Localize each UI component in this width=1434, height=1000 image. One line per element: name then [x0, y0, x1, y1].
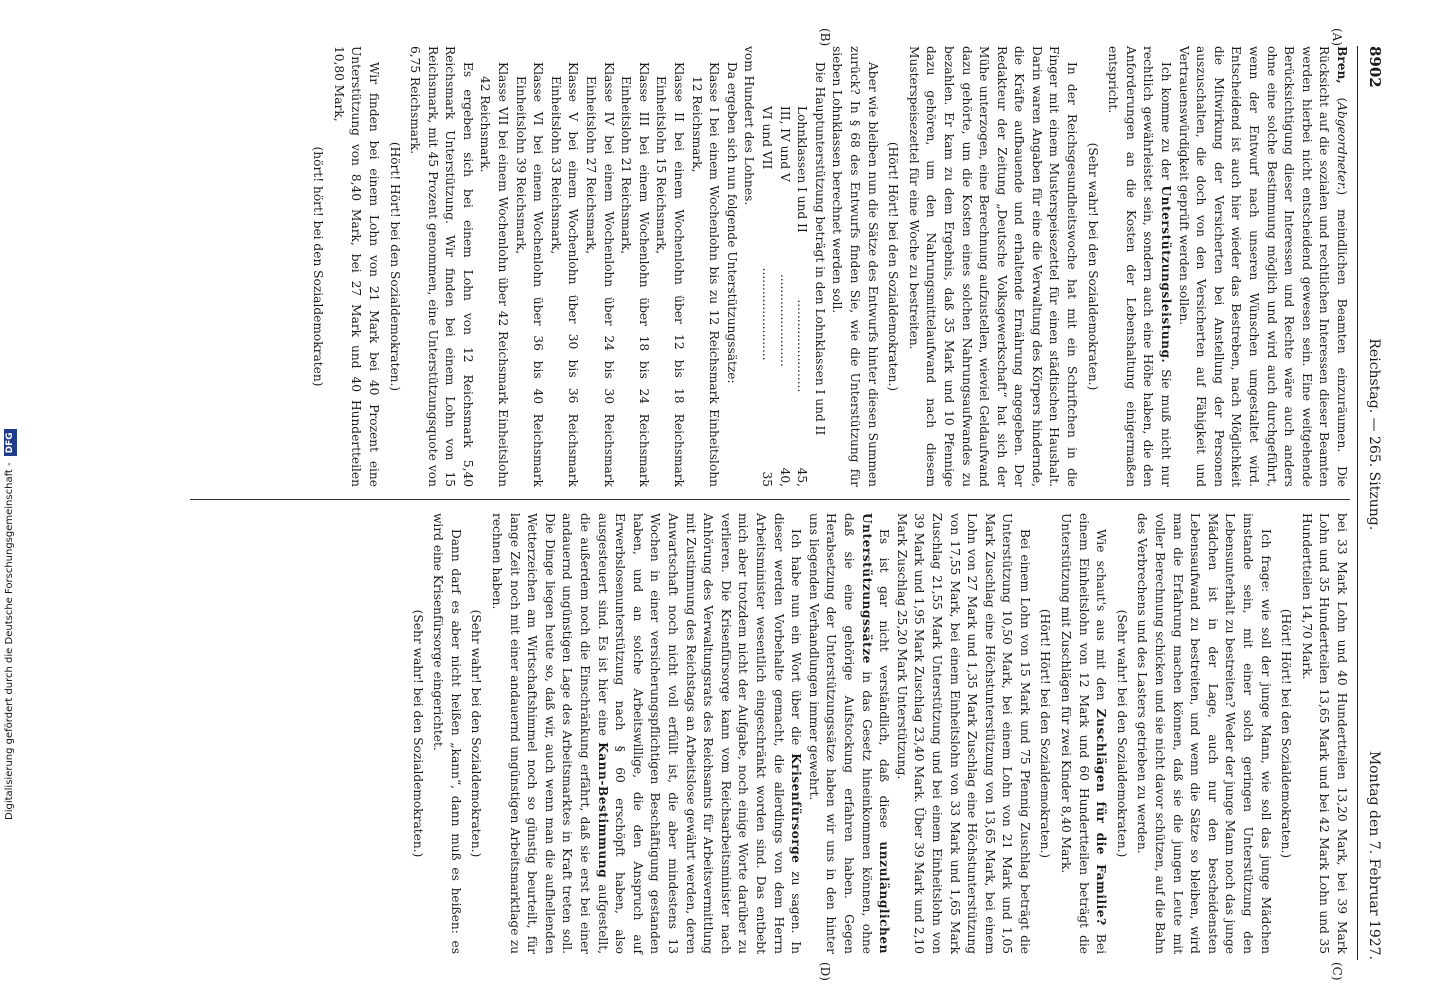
paragraph-text: Sie muß nicht nur rechtlich gewährleistet sein, sondern auch eine Höhe haben, die den Anforderungen an die Kosten der Lebenshaltung einigermaßen entspricht. — [1106, 46, 1174, 487]
rate-value: 45, — [795, 467, 810, 487]
right-column — [405, 513, 1350, 954]
rate-label: Lohnklassen I und II — [795, 106, 810, 233]
paragraph-text: Ich habe nun ein Wort über die — [789, 529, 804, 754]
paragraph: Bren, (Abgeordneter.) meindlichen Beamten einzuräumen. Die Rücksicht auf die sozialen und rechtlichen Interessen dieser Beamten werden hierbei nicht entscheidend gewesen sein. Eine weitgehende Berücksichtigung dieser Interessen und Rechte wäre auch anders ohne eine solche Bestimmung möglich und wird auch durchgeführt, wenn der Entwurf nach unseren Wünschen umgestaltet wird. Entscheidend ist auch hier wieder das Bestreben, nach Möglichkeit die Mitwirkung der Versicherten bei Anstellung der Personen auszuschalten, die doch von den Versicherten auf Fähigkeit und Vertrauenswürdigkeit geprüft werden sollen. — [1176, 46, 1349, 487]
rate-value: 40, — [777, 467, 792, 487]
rate-row — [793, 46, 811, 487]
class-item: Klasse III bei einem Wochenlohn über 18 bis 24 Reichsmark Einheitslohn 21 Reichsmark, — [619, 62, 651, 487]
rate-value: 35 — [760, 471, 774, 487]
class-item: Klasse II bei einem Wochenlohn über 12 bis 18 Reichsmark Einheitslohn 15 Reichsmark, — [654, 62, 687, 487]
interjection: (Hört! Hört! bei den Sozialdemokraten.) — [387, 141, 402, 392]
paragraph: Die Hauptunterstützung beträgt in den Lohnklassen I und II — [812, 62, 827, 436]
paragraph: bei 33 Mark Lohn und 40 Hundertteilen 13,20 Mark, bei 39 Mark Lohn und 35 Hundertteilen 13,65 Mark und bei 42 Mark Lohn und 35 Hundertteilen 14,70 Mark. — [1299, 513, 1349, 954]
paragraph-text: Wie schaut's aus mit den — [1094, 529, 1109, 709]
rate-dots: ........................ — [795, 299, 810, 393]
paragraph: Ich frage: wie soll der junge Mann, wie soll das junge Mädchen imstande sein, mit einer solch geringen Unterstützung den Lebensunterhalt zu bestreiten? Weder der junge Mann noch das junge Mädchen ist in der Lage, auch nur den bescheidensten Lebensaufwand zu bestreiten, und wenn die Sätze so bleiben, wird man die Erfahrung machen können, daß sie die jungen Leute mit voller Berechnung schicken und sie nicht davor schützen, auf die Bahn des Verbrechens und des Lasters getrieben zu werden. — [1135, 513, 1273, 954]
paragraph: Aber wie bleiben nun die Sätze des Entwurfs hinter diesen Summen zurück? In § 68 des Entwurfs finden Sie, wie die Unterstützung für sieben Lohnklassen berechnet werden soll. — [830, 46, 880, 487]
emphasis-text: unzulänglichen Unterstützungssätze — [859, 513, 892, 954]
rate-label: III, IV und V — [777, 106, 792, 182]
paragraph: Es ergeben sich bei einem Lohn von 12 Reichsmark 5,40 Reichsmark Unterstützung. Wir finden bei einem Lohn von 15 Reichsmark, mit 45 Prozent genommen, eine Unterstützungsquote von 6,75 Reichsmark. — [408, 46, 475, 487]
paragraph-text: meindlichen Beamten einzuräumen. Die Rücksicht auf die sozialen und rechtlichen Interessen dieser Beamten werden hierbei nicht entscheidend gewesen sein. Eine weitgehende Berücksichtigung dieser Interessen und Rechte wäre auch anders ohne eine solche Bestimmung möglich und wird auch durchgeführt, wenn der Entwurf nach unseren Wünschen umgestaltet wird. Entscheidend ist auch hier wieder das Bestreben, nach Möglichkeit die Mitwirkung der Versicherten bei Anstellung der Personen auszuschalten, die doch von den Versicherten auf Fähigkeit und Vertrauenswürdigkeit geprüft werden sollen. — [1176, 46, 1349, 487]
paragraph: In der Reichsgesundheitswoche hat mit ein Schriftchen in die Finger mit einem Musterspeisezettel für einen städtischen Haushalt. Darin waren Angaben für eine die Verwaltung des Körpers hindernde, die Kräfte aufbauende und erhaltende Ernährung angegeben. Der Redakteur der Zeitung „Deutsche Volksgewerkschaft“ hat sich der Mühe unterzogen, eine Berechnung aufzustellen, wieviel Geldaufwand dazu gehörte, um die Kosten eines solchen Nahrungsaufwandes zu bezahlen. Er kam zu dem Ergebnis, daß 35 Mark und 10 Pfennige dazu gehören, um den Nahrungsmittelaufwand nach diesem Musterspeisezettel für eine Woche zu bestreiten. — [906, 46, 1080, 487]
margin-marker-b: (B) — [818, 28, 832, 47]
paragraph — [488, 513, 805, 954]
speaker-role: Abgeordneter. — [1335, 102, 1349, 191]
paragraph — [1104, 46, 1174, 487]
rate-dots: ........................ — [760, 267, 774, 361]
paragraph-text: aufgestellt, die außerdem noch die Einschränkung erfährt, daß sie erst bei einer andauernd ungünstigen Lage des Arbeitsmarktes in Kraft treten soll. Die Dinge liegen heute so, daß wir, auch wenn man die aufhellenden Wetterzeichen am Wirtschaftshimmel noch so günstig beurteilt, für lange Zeit noch mit einer andauernd ungünstigen Arbeitsmarktlage zu rechnen haben. — [490, 513, 610, 954]
emphasis-text: Kann-Bestimmung — [595, 742, 610, 879]
class-item: Klasse VII bei einem Wochenlohn über 42 Reichsmark Einheitslohn 42 Reichsmark. — [478, 62, 511, 487]
interjection: (Sehr wahr! bei den Sozialdemokraten.) — [1085, 142, 1100, 391]
paragraph-text: Ich komme zu der — [1159, 62, 1174, 186]
interjection: (Sehr wahr! bei den Sozialdemokraten.) — [1114, 609, 1129, 858]
paragraph: vom Hundert des Lohnes. — [742, 46, 757, 206]
paragraph: Bei einem Lohn von 15 Mark und 75 Pfennig Zuschlag beträgt die Unterstützung 10,50 Mark, bei einem Lohn von 21 Mark und 1,05 Mark Zuschlag eine Höchstunterstützung von 13,65 Mark, bei einem Lohn von 27 Mark und 1,35 Mark Zuschlag eine Höchstunterstützung von 17,55 Mark, bei einem Einheitslohn von 33 Mark und 1,65 Mark Zuschlag 21,55 Mark Unterstützung und bei einem Einheitslohn von 39 Mark und 1,95 Mark Zuschlag 23,40 Mark. Über 39 Mark und 2,10 Mark Zuschlag 25,20 Mark Unterstützung. — [894, 513, 1032, 954]
speaker-name: Bren, — [1335, 46, 1349, 84]
header-date: Montag den 7. Februar 1927. — [1366, 750, 1382, 960]
document-page — [122, 20, 1392, 980]
side-imprint — [0, 0, 20, 1000]
rate-row — [775, 46, 793, 487]
class-item: Klasse VI bei einem Wochenlohn über 36 bis 40 Reichsmark Einheitslohn 39 Reichsmark, — [513, 62, 546, 487]
rate-dots: ........................ — [777, 273, 792, 367]
margin-marker-c: (C) — [1330, 962, 1344, 981]
margin-marker-d: (D) — [818, 962, 832, 981]
side-imprint-text: Digitalisierung gefördert durch die Deutsche Forschungsgemeinschaft - — [4, 462, 15, 820]
paragraph-text: Es ist gar nicht verständlich, daß diese — [877, 529, 892, 842]
page-number: 8902 — [1366, 46, 1384, 88]
class-item: Klasse IV bei einem Wochenlohn über 24 bis 30 Reichsmark Einheitslohn 27 Reichsmark, — [584, 62, 616, 487]
paragraph — [804, 513, 892, 954]
interjection: (Sehr wahr! bei den Sozialdemokraten.) — [469, 609, 484, 858]
paragraph-text: Bei einem Einheitslohn von 12 Mark und 60 Hundertteilen beträgt die Unterstützung mit Zuschlägen für zwei Kinder 8,40 Mark. — [1059, 513, 1109, 954]
interjection: (Hört! Hört! bei den Sozialdemokraten.) — [1038, 608, 1053, 859]
paragraph: Da ergeben sich nun folgende Unterstützungssätze: — [724, 62, 739, 384]
paragraph: Dann darf es aber nicht heißen „kann“, dann muß es heißen: es wird eine Krisenfürsorge eingerichtet. — [431, 513, 463, 954]
paragraph — [1057, 513, 1110, 954]
column-divider — [190, 499, 1350, 500]
side-imprint-text-wrap — [2, 180, 18, 820]
emphasis-text: Zuschlägen für die Familie? — [1094, 708, 1109, 926]
page-header — [1357, 46, 1384, 960]
paragraph-text: in das Gesetz hineinkommen können, ohne daß sie eine gehörige Aufstockung erfahren haben. Gegen Herabsetzung der Unterstützungssätze haben wir uns in den hinter uns liegenden Verhandlungen immer gewehrt. — [806, 513, 874, 954]
rate-label: VI und VII — [760, 106, 774, 170]
left-column — [306, 46, 1350, 487]
rate-row — [757, 46, 775, 487]
class-item: Klasse V bei einem Wochenlohn über 30 bis 36 Reichsmark Einheitslohn 33 Reichsmark, — [548, 62, 581, 487]
interjection: (Hört! Hört! bei den Sozialdemokraten.) — [886, 141, 901, 392]
dfg-logo-icon: DFG — [4, 429, 17, 456]
interjection: (hört! hört! bei den Sozialdemokraten) — [311, 146, 326, 387]
paragraph: Wir finden bei einem Lohn von 21 Mark bei 40 Prozent eine Unterstützung von 8,40 Mark, bei 27 Mark und 40 Hundertteilen 10,80 Mark, — [331, 46, 381, 487]
paragraph-text: zu sagen. In dieser werden Vorbehalte gemacht, die allerdings von dem Herrn Arbeitsminister wesentlich eingeschränkt worden sind. Das entbebt mich aber trotzdem nicht der Aufgabe, noch einige Worte darüber zu verlieren. Die Krisenfürsorge kann vom Reichsarbeitsminister nach Anhörung des Verwaltungsrats des Reichsamts für Arbeitsvermittlung mit Zustimmung des Reichstags an Arbeitslose gewährt werden, deren Anwartschaft noch nicht voll erfüllt ist, die aber mindestens 13 Wochen in einer versicherungspflichtigen Beschäftigung gestanden haben, und an solche Arbeitswillige, die den Anspruch auf Erwerbslosenunterstützung nach § 60 erschöpft haben, also ausgesteuert sind. Es ist hier eine — [595, 513, 804, 954]
header-title: Reichstag. — 265. Sitzung. — [1366, 338, 1382, 531]
interjection: (Hört! Hört! bei den Sozialdemokraten.) — [1279, 608, 1294, 859]
emphasis-text: Krisenfürsorge — [789, 753, 804, 864]
class-item: Klasse I bei einem Wochenlohn bis zu 12 Reichsmark Einheitslohn 12 Reichsmark, — [689, 62, 722, 487]
interjection: (Sehr wahr! bei den Sozialdemokraten.) — [410, 609, 425, 858]
emphasis-text: Unterstützungsleistung. — [1159, 185, 1174, 364]
margin-marker-a: (A) — [1330, 28, 1344, 47]
